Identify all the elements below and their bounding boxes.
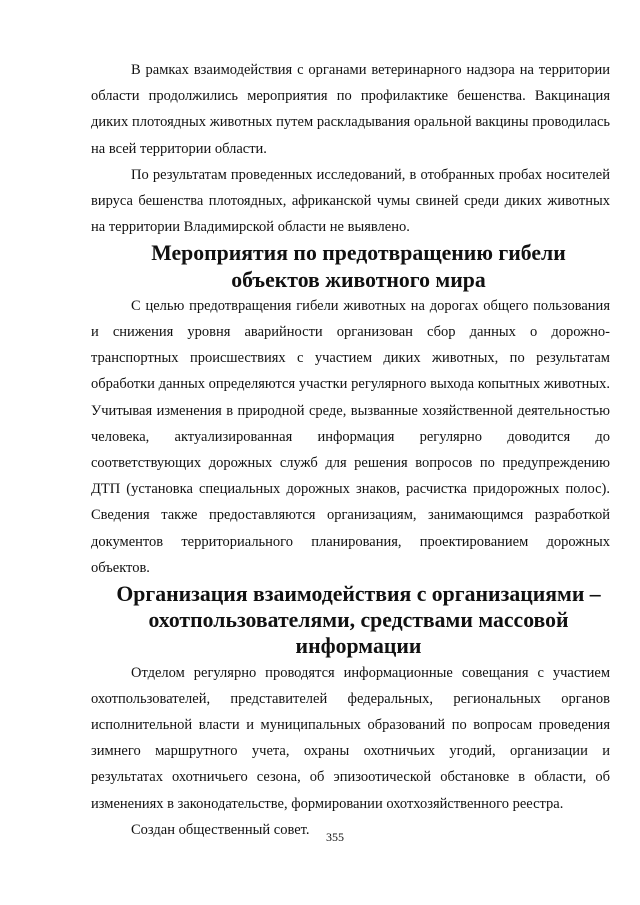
paragraph-research-results: По результатам проведенных исследований, в отобранных пробах носителей вируса бешенства плотоядных, африканской чумы свиней среди диких животных на территории Владимирской области не выявлено. — [91, 166, 610, 236]
section-heading-cooperation-line2: охотпользователями, средствами массовой информации — [148, 608, 569, 659]
section-heading-cooperation-line1: Организация взаимодействия с организациями – — [116, 582, 601, 607]
paragraph-rabies-prevention: В рамках взаимодействия с органами ветеринарного надзора на территории области продолжились мероприятия по профилактике бешенства. Вакцинация диких плотоядных животных путем раскладывания оральной вакцины проводилась на всей территории области. — [91, 62, 610, 157]
paragraph-road-accidents: С целью предотвращения гибели животных на дорогах общего пользования и снижения уровня аварийности организован сбор данных о дорожно-транспортных происшествиях с участием диких животных, по результатам обработки данных определяются участки регулярного выхода копытных животных. Учитывая изменения в природной среде, вызванные хозяйственной деятельностью человека, актуализированная информация регулярно доводится до соответствующих дорожных служб для решения вопросов по предупреждению ДТП (установка специальных дорожных знаков, расчистка придорожных полос). Сведения также предоставляются организациям, занимающимся разработкой документов территориального планирования, проектированием дорожных объектов. — [91, 297, 610, 576]
paragraph-meetings: Отделом регулярно проводятся информационные совещания с участием охотпользователей, представителей федеральных, региональных органов исполнительной власти и муниципальных образований по вопросам проведения зимнего маршрутного учета, охраны охотничьих угодий, организации и результатах охотничьего сезона, об эпизоотической обстановке в области, об изменениях в законодательстве, формировании охотхозяйственного реестра. — [91, 664, 610, 812]
paragraph-public-council: Создан общественный совет. — [131, 821, 310, 838]
section-heading-cooperation — [91, 581, 610, 660]
page-number: 355 — [326, 830, 344, 844]
section-heading-animal-protection: Мероприятия по предотвращению гибели объектов животного мира — [151, 241, 566, 292]
